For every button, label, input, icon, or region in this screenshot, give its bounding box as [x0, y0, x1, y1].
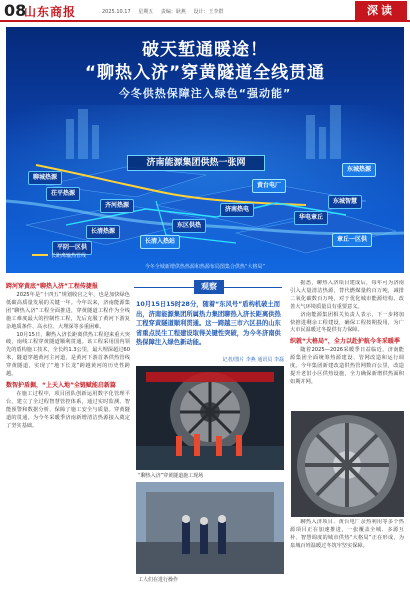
node-label: 济南热电 — [220, 203, 254, 217]
hero-title-line2: “聊热入济”穿黄隧道全线贯通 — [84, 63, 326, 83]
photo-credit: 记者/图片 李燕 通讯员 李磊 — [222, 357, 284, 363]
node-label: 茌平热源 — [46, 187, 80, 201]
hero-title-line1: 破天堑通暖途！ — [142, 40, 268, 60]
observation-tag: 观察 — [194, 280, 224, 294]
issue-meta — [102, 8, 229, 15]
node-label: 章丘一区供 — [332, 233, 372, 247]
tunnel-crew-image — [136, 366, 284, 470]
article-column-right-bottom — [290, 519, 404, 598]
article-paragraph: 据悉，聊热入济项目建成后，每年可为济南引入大量清洁热源，替代燃煤量约百万吨，减排二氧化碳数百万吨，对于优化城市能源结构、改善大气环境质量具有重要意义。 — [290, 280, 404, 310]
issue-weekday: 星期五 — [138, 9, 154, 15]
node-label: 东城热源 — [342, 163, 376, 177]
article-paragraph: 10月15日，聊热入济长距离供热工程迎来重大突破，南线工程穿黄隧道顺利贯通。该工程采用国内领先的盾构施工技术，全长约1.3公里，最大埋深超过60米，隧道穿越黄河主河道，是黄河下游首条供热管线穿黄隧道，实现了“地下长龙”跨越黄河的历史性跨越。 — [6, 331, 130, 378]
legend-label: 长距离输热管线 — [51, 252, 87, 259]
workers-image — [136, 482, 284, 574]
node-label: 长清入热站 — [140, 235, 180, 249]
node-label: 东区供热 — [172, 219, 206, 233]
tunnel-crew-photo — [136, 366, 284, 470]
article-headline: 数智护盾掘，“上天入地”全链赋能启新篇 — [6, 381, 116, 389]
divider — [134, 287, 196, 288]
map-legend — [32, 251, 86, 259]
article-headline: 跨河穿黄底“聊热入济”工程传捷报 — [6, 283, 98, 290]
article-paragraph: 在施工过程中，项目团队创新运用数字化管理平台，建立了全过程智慧管控体系，通过实时监测、智能预警和数据分析，保障了施工安全与质量。穿黄隧道的贯通，为今冬采暖季济南新增清洁热源接入奠定了坚实基础。 — [6, 390, 130, 429]
legend-item — [32, 251, 86, 259]
page-number: 08 — [4, 1, 27, 20]
node-label: 黄台电厂 — [252, 179, 286, 193]
photo-caption: 工人们在进行操作 — [138, 577, 179, 583]
masthead — [0, 0, 410, 22]
node-label: 齐河热源 — [100, 199, 134, 213]
issue-date: 2025.10.17 — [102, 9, 131, 15]
article-paragraph: 2025年是“十四五”规划收官之年，也是加快绿色低碳高质量发展的关键一年。今年以来，济南能源集团“聊热入济”工程全面推进，穿黄隧道工程作为全线施工难度最大的控制性工程，先后克服了黄河下游复杂地质条件、高水位、大埋深等多重困难。 — [6, 292, 130, 330]
article-column-right-top — [290, 280, 404, 408]
hero-subtitle: 今冬供热保障注入绿色“强动能” — [118, 87, 292, 100]
article-paragraph: 随着2025—2026采暖季日益临近，济南能源集团全面统筹热源建设、管网改造和运行调度。今年集团新建改造供热管网数百公里，改造提升老旧小区供热设施，全力确保新增供热面积如期并网。 — [290, 347, 404, 385]
observation-label — [134, 280, 282, 294]
node-label: 华电章丘 — [294, 211, 328, 225]
tbm-photo — [291, 411, 404, 517]
designer-credit: 设计：王李群 — [193, 9, 224, 15]
article-column-left — [6, 280, 130, 598]
network-title: 济南能源集团供热一张网 — [127, 155, 265, 171]
photo-caption: “聊热入济”穿黄隧道施工现场 — [138, 473, 204, 479]
workers-photo — [136, 482, 284, 574]
legend-swatch — [32, 254, 48, 256]
lead-paragraph: 10月15日15时28分，随着“东风号”盾构机破土而出，济南能源集团所属热力集团聊热入济长距离供热工程穿黄隧道顺利贯通。这一跨越三市六区县的山东省重点民生工程建设取得关键性突破，为今冬济南供热保障注入绿色新动能。 — [136, 301, 281, 347]
article-paragraph: 聊热入济项目、黄台电厂余热利用等多个热源项目正在加速推进，一张覆盖全城、多源互补、智慧调度的城市供热“大格局”正在形成，为泉城百姓温暖过冬筑牢坚实保障。 — [290, 519, 404, 549]
section-tag: 深读 — [355, 1, 407, 20]
hero-caption: 今冬全城新增供热热源和热源布局图集合供热“大格局” — [144, 264, 266, 270]
node-label: 聊城热源 — [28, 171, 62, 185]
node-label: 东城智慧 — [328, 195, 362, 209]
editor-credit: 责编：耿燕 — [160, 9, 186, 15]
hero-graphic — [6, 27, 404, 273]
article-headline: 织就“大格局”，全力以赴护航今冬采暖季 — [290, 338, 400, 346]
article-paragraph: 济南能源集团相关负责人表示，下一步将加快推进剩余工程建设，确保工程按期投用，为广大市民温暖过冬提供有力保障。 — [290, 311, 404, 334]
paper-name: 山东商报 — [24, 5, 77, 19]
node-label: 平阴一区供 — [52, 241, 92, 255]
tbm-image — [291, 411, 404, 517]
node-label: 长清热源 — [86, 225, 120, 239]
divider — [224, 287, 282, 288]
